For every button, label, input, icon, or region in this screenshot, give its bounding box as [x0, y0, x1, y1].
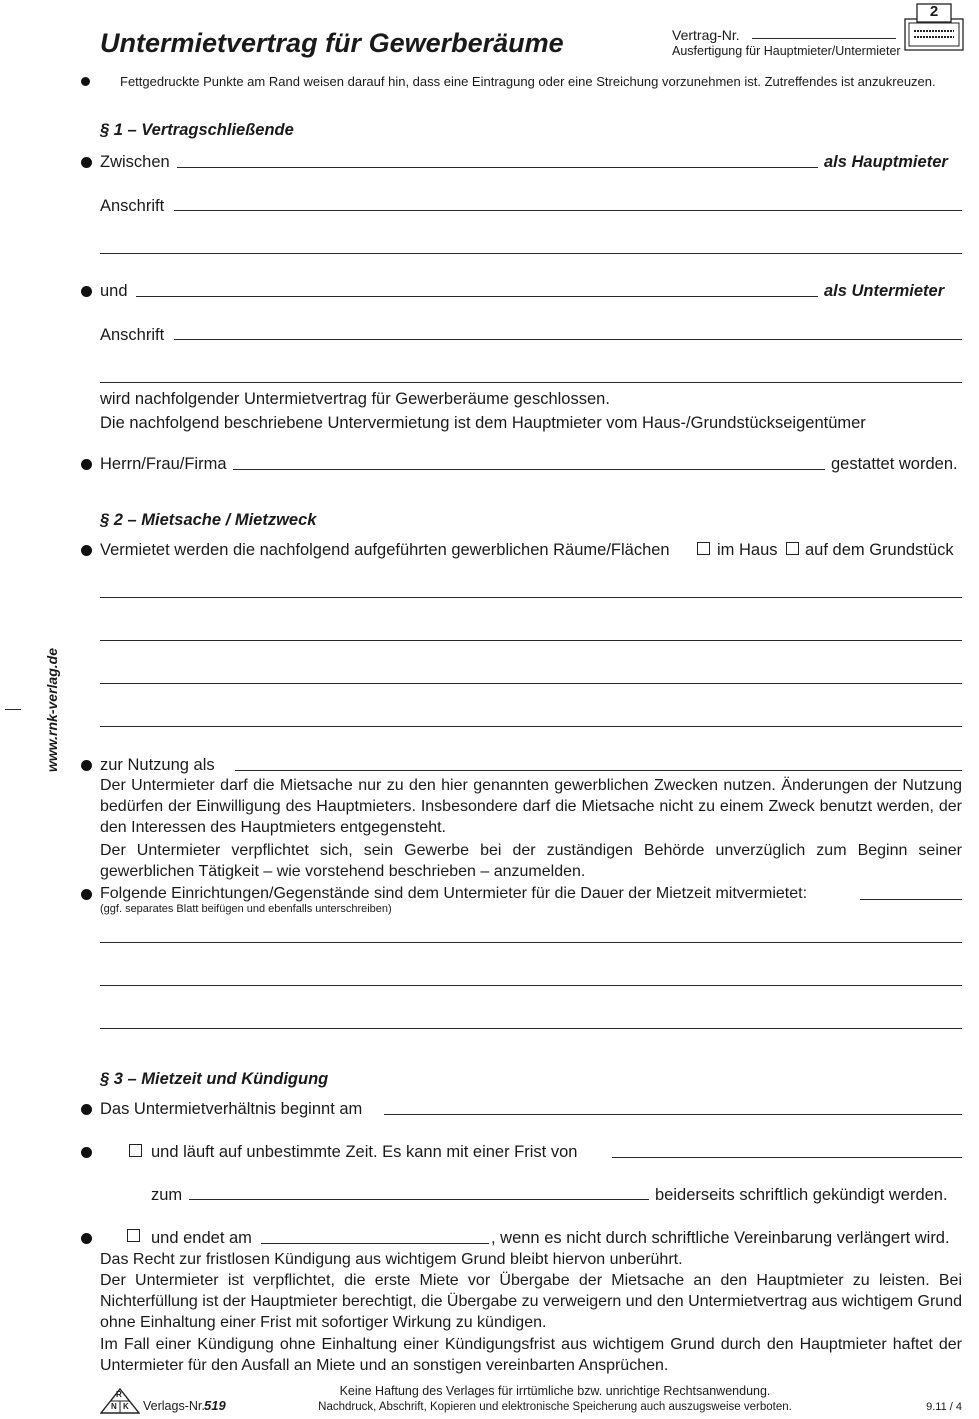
beginn-date-field[interactable] [384, 1114, 962, 1115]
side-url-wrap [32, 648, 72, 772]
anschrift-hauptmieter-field-2[interactable] [100, 253, 962, 254]
zwischen-bullet [81, 157, 92, 168]
section1-heading: § 1 – Vertragschließende [100, 121, 294, 139]
closing-text-1: wird nachfolgender Untermietvertrag für Gewerberäume geschlossen. [100, 390, 610, 408]
side-url: www.rnk-verlag.de [44, 648, 60, 772]
frist-field[interactable] [612, 1157, 962, 1158]
verlag-label: Verlags-Nr. [143, 1399, 205, 1413]
logo-letter-n: N [111, 1402, 117, 1411]
raeume-field-3[interactable] [100, 683, 962, 684]
als-hauptmieter-label: als Hauptmieter [824, 153, 948, 171]
einrichtungen-field-3[interactable] [100, 985, 962, 986]
nutzung-field[interactable] [235, 770, 962, 771]
notice-text: Fettgedruckte Punkte am Rand weisen darauf hin, dass eine Eintragung oder eine Streichung vorzunehmen ist. Zutreffendes ist anzukreuzen. [120, 74, 936, 89]
auf-grundstueck-label: auf dem Grundstück [805, 541, 954, 559]
herrn-label: Herrn/Frau/Firma [100, 455, 227, 473]
unbestimmt-bullet [81, 1147, 92, 1158]
haftung-paragraph: Im Fall einer Kündigung ohne Einhaltung einer Kündigungsfrist aus wichtigem Grund durch den Hauptmieter haftet der Untermieter für den Ausfall an Miete und an sonstigen vereinbarten Ansprüchen. [100, 1336, 962, 1374]
im-haus-checkbox[interactable] [697, 542, 710, 555]
einrichtungen-label: Folgende Einrichtungen/Gegenstände sind dem Untermieter für die Dauer der Mietzeit mitvermietet: [100, 885, 808, 902]
und-label: und [100, 282, 128, 300]
logo-letter-k: K [123, 1402, 129, 1411]
raeume-field-4[interactable] [100, 726, 962, 727]
disclaimer-1: Keine Haftung des Verlages für irrtümliche bzw. unrichtige Rechtsanwendung. [339, 1384, 771, 1398]
erste-miete-paragraph: Der Untermieter ist verpflichtet, die erste Miete vor Übergabe der Mietsache an den Hauptmieter zu leisten. Bei Nichterfüllung ist der Hauptmieter berechtigt, die Übergabe zu verweigern und den Untermietvertrag aus wichtigem Grund ohne Einhaltung einer Frist mit sofortiger Wirkung zu kündigen. [100, 1272, 962, 1331]
section2-heading: § 2 – Mietsache / Mietzweck [100, 511, 317, 529]
hauptmieter-name-field[interactable] [177, 167, 818, 168]
anschrift-untermieter-field-2[interactable] [100, 382, 962, 383]
vermietet-bullet [81, 545, 92, 556]
nutzung-label: zur Nutzung als [100, 756, 215, 774]
anschrift-hauptmieter-field[interactable] [174, 210, 962, 211]
anschrift-untermieter-field[interactable] [174, 339, 962, 340]
disclaimer-2: Nachdruck, Abschrift, Kopieren und elektronische Speicherung auch auszugsweise verboten. [318, 1401, 792, 1413]
nutzung-bullet [81, 760, 92, 771]
als-untermieter-label: als Untermieter [824, 282, 945, 300]
fold-mark [5, 709, 21, 710]
ende-date-field[interactable] [261, 1243, 489, 1244]
einrichtungen-bullet [81, 889, 92, 900]
notice-bullet [81, 77, 90, 86]
untermieter-name-field[interactable] [136, 296, 818, 297]
zum-label: zum [151, 1186, 183, 1204]
sheet-number: 2 [929, 3, 939, 20]
gewerbe-paragraph: Der Untermieter verpflichtet sich, sein Gewerbe bei der zuständigen Behörde unverzüglich zum Beginn seiner gewerblichen Tätigkeit – wie vorstehend beschrieben – anzumelden. [100, 842, 962, 880]
contract-no-field[interactable] [752, 38, 896, 39]
einrichtungen-field-4[interactable] [100, 1028, 962, 1029]
anschrift-hauptmieter-label: Anschrift [100, 197, 165, 215]
eigentuemer-field[interactable] [233, 469, 825, 470]
auf-grundstueck-checkbox[interactable] [786, 542, 799, 555]
page-title: Untermietvertrag für Gewerberäume [100, 28, 564, 58]
version-label: 9.11 / 4 [926, 1401, 962, 1413]
vermietet-label: Vermietet werden die nachfolgend aufgeführten gewerblichen Räume/Flächen [100, 541, 670, 559]
beginnt-label: Das Untermietverhältnis beginnt am [100, 1100, 363, 1118]
raeume-field-2[interactable] [100, 640, 962, 641]
unbestimmt-checkbox[interactable] [129, 1144, 142, 1157]
copy-label: Ausfertigung für Hauptmieter/Untermieter [672, 44, 901, 58]
herrn-bullet [81, 459, 92, 470]
beginnt-bullet [81, 1104, 92, 1115]
gestattet-label: gestattet worden. [831, 455, 958, 473]
unbestimmt-label: und läuft auf unbestimmte Zeit. Es kann mit einer Frist von [151, 1143, 578, 1161]
rnk-logo [100, 1388, 140, 1414]
logo-letter-r: R [116, 1390, 122, 1399]
anschrift-untermieter-label: Anschrift [100, 326, 165, 344]
nutzung-paragraph: Der Untermieter darf die Mietsache nur zu den hier genannten gewerblichen Zwecken nutzen. Änderungen der Nutzung bedürfen der Einwilligung des Hauptmieters. Insbesondere darf die Mietsache nicht zu einem Zweck benutzt werden, der den Interessen des Hauptmieters entgegensteht. [100, 777, 962, 836]
im-haus-label: im Haus [717, 541, 778, 559]
verlaengert-label: , wenn es nicht durch schriftliche Vereinbarung verlängert wird. [491, 1229, 950, 1247]
endet-label: und endet am [151, 1229, 252, 1247]
verlag-number: 519 [204, 1398, 226, 1413]
gekuendigt-label: beiderseits schriftlich gekündigt werden. [655, 1186, 948, 1204]
contract-no-label: Vertrag-Nr. [672, 27, 740, 43]
endet-checkbox[interactable] [127, 1229, 140, 1242]
einrichtungen-note: (ggf. separates Blatt beifügen und ebenfalls unterschreiben) [100, 903, 392, 915]
closing-text-2: Die nachfolgend beschriebene Untervermietung ist dem Hauptmieter vom Haus-/Grundstückseigentümer [100, 414, 866, 432]
einrichtungen-field[interactable] [860, 899, 962, 900]
zwischen-label: Zwischen [100, 153, 170, 171]
section3-heading: § 3 – Mietzeit und Kündigung [100, 1070, 329, 1088]
einrichtungen-field-2[interactable] [100, 942, 962, 943]
endet-bullet [81, 1233, 92, 1244]
zum-field[interactable] [189, 1199, 649, 1200]
und-bullet [81, 286, 92, 297]
fristlos-paragraph: Das Recht zur fristlosen Kündigung aus wichtigem Grund bleibt hiervon unberührt. [100, 1251, 683, 1268]
raeume-field-1[interactable] [100, 597, 962, 598]
